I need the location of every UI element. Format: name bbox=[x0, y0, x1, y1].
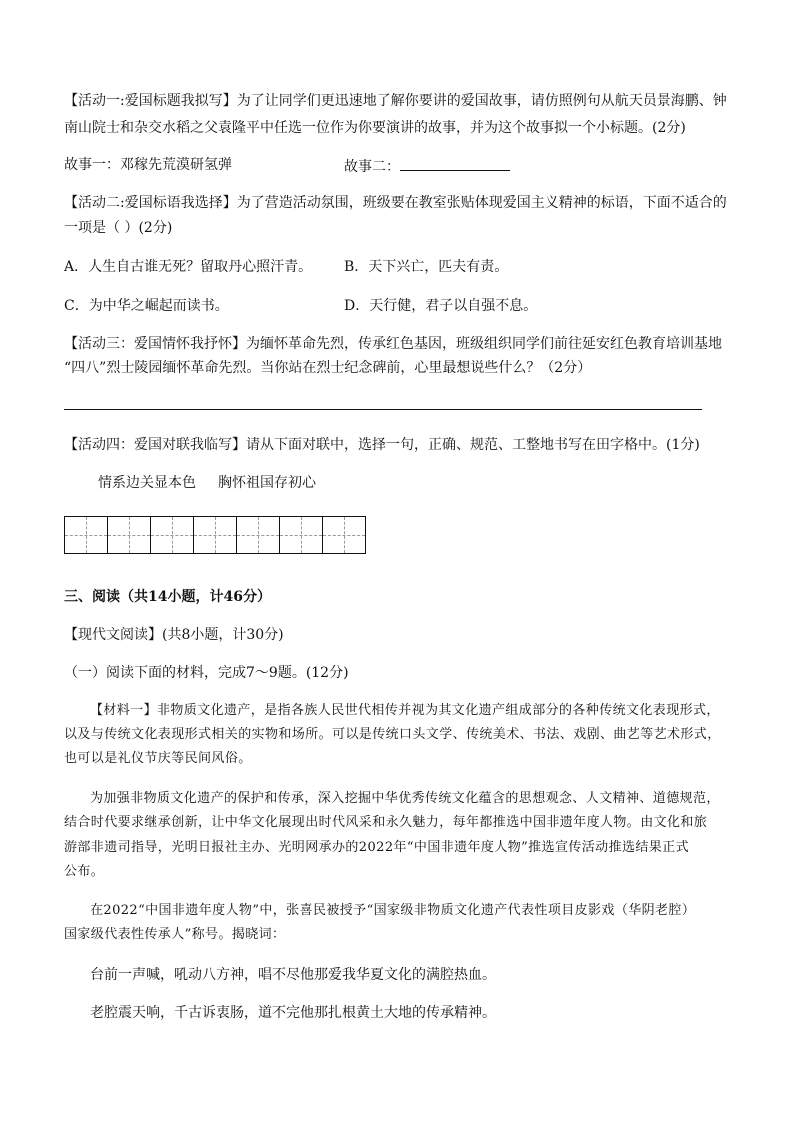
story2-row bbox=[344, 156, 510, 176]
grid-cell[interactable] bbox=[280, 517, 323, 553]
para3-l2: 国家级代表性传承人”称号。揭晓词： bbox=[64, 927, 286, 942]
material1-l3: 也可以是礼仪节庆等民间风俗。 bbox=[64, 751, 252, 766]
para2-l2: 结合时代要求继承创新，让中华文化展现出时代风采和永久魅力，每年都推选中国非遗年度人物。由文化和旅 bbox=[64, 815, 708, 830]
material1-l1: 【材料一】非物质文化遗产，是指各族人民世代相传并视为其文化遗产组成部分的各种传统文化表现形式， bbox=[90, 703, 720, 718]
couplet-first: 情系边关显本色 bbox=[98, 475, 196, 491]
verse-1: 台前一声喊，吼动八方神，唱不尽他那爱我华夏文化的满腔热血。 bbox=[90, 967, 496, 983]
story2-blank[interactable] bbox=[400, 156, 510, 171]
option-b[interactable]: B．天下兴亡，匹夫有责。 bbox=[344, 259, 509, 275]
grid-cell[interactable] bbox=[323, 517, 365, 553]
activity2-line1: 【活动二:爱国标语我选择】为了营造活动氛围，班级要在教室张贴体现爱国主义精神的标语，下面不适合的 bbox=[64, 195, 727, 211]
material1-l2: 以及与传统文化表现形式相关的实物和场所。可以是传统口头文学、传统美术、书法、戏剧、曲艺等艺术形式， bbox=[64, 727, 721, 742]
answer-line[interactable] bbox=[64, 409, 702, 410]
section3-sub: 【现代文阅读】(共8小题，计30分) bbox=[64, 627, 284, 643]
activity3-line1: 【活动三：爱国情怀我抒怀】为缅怀革命先烈，传承红色基因，班级组织同学们前往延安红色教育培训基地 bbox=[64, 336, 722, 352]
story2-label: 故事二： bbox=[344, 159, 400, 175]
section3-title: 三、阅读（共14小题，计46分） bbox=[64, 589, 271, 605]
grid-cell[interactable] bbox=[151, 517, 194, 553]
verse-2: 老腔震天响，千古诉衷肠，道不完他那扎根黄土大地的传承精神。 bbox=[90, 1005, 496, 1021]
section3-part1: （一）阅读下面的材料，完成7～9题。(12分) bbox=[64, 665, 349, 681]
grid-cell[interactable] bbox=[194, 517, 237, 553]
activity4-line1: 【活动四：爱国对联我临写】请从下面对联中，选择一句，正确、规范、工整地书写在田字格中。(1分) bbox=[64, 437, 700, 453]
couplet-second: 胸怀祖国存初心 bbox=[218, 475, 316, 491]
activity2-line2: 一项是（ ）(2分) bbox=[64, 220, 173, 236]
para2-l4: 公布。 bbox=[64, 864, 105, 879]
para3-l1: 在2022“中国非遗年度人物”中，张喜民被授予“国家级非物质文化遗产代表性项目皮影戏（华阴老腔） bbox=[90, 903, 696, 918]
story1-text: 故事一：邓稼先荒漠研氢弹 bbox=[64, 157, 232, 173]
option-a[interactable]: A．人生自古谁无死？留取丹心照汗青。 bbox=[64, 259, 313, 275]
para2-l1: 为加强非物质文化遗产的保护和传承，深入挖掘中华优秀传统文化蕴含的思想观念、人文精神、道德规范， bbox=[90, 791, 720, 806]
option-c[interactable]: C．为中华之崛起而读书。 bbox=[64, 298, 229, 314]
activity1-line2: 南山院士和杂交水稻之父袁隆平中任选一位作为你要演讲的故事，并为这个故事拟一个小标题。(2分) bbox=[64, 120, 686, 136]
grid-cell[interactable] bbox=[65, 517, 108, 553]
activity3-line2: “四八”烈士陵园缅怀革命先烈。当你站在烈士纪念碑前，心里最想说些什么？（2分） bbox=[64, 360, 592, 376]
tianzige-grid[interactable] bbox=[64, 516, 366, 554]
option-d[interactable]: D．天行健，君子以自强不息。 bbox=[344, 298, 538, 314]
grid-cell[interactable] bbox=[108, 517, 151, 553]
grid-cell[interactable] bbox=[237, 517, 280, 553]
para2-l3: 游部非遗司指导，光明日报社主办、光明网承办的2022年“中国非遗年度人物”推选宣传活动推选结果正式 bbox=[64, 840, 689, 855]
activity1-line1: 【活动一:爱国标题我拟写】为了让同学们更迅速地了解你要讲的爱国故事，请仿照例句从航天员景海鹏、钟 bbox=[64, 93, 727, 109]
